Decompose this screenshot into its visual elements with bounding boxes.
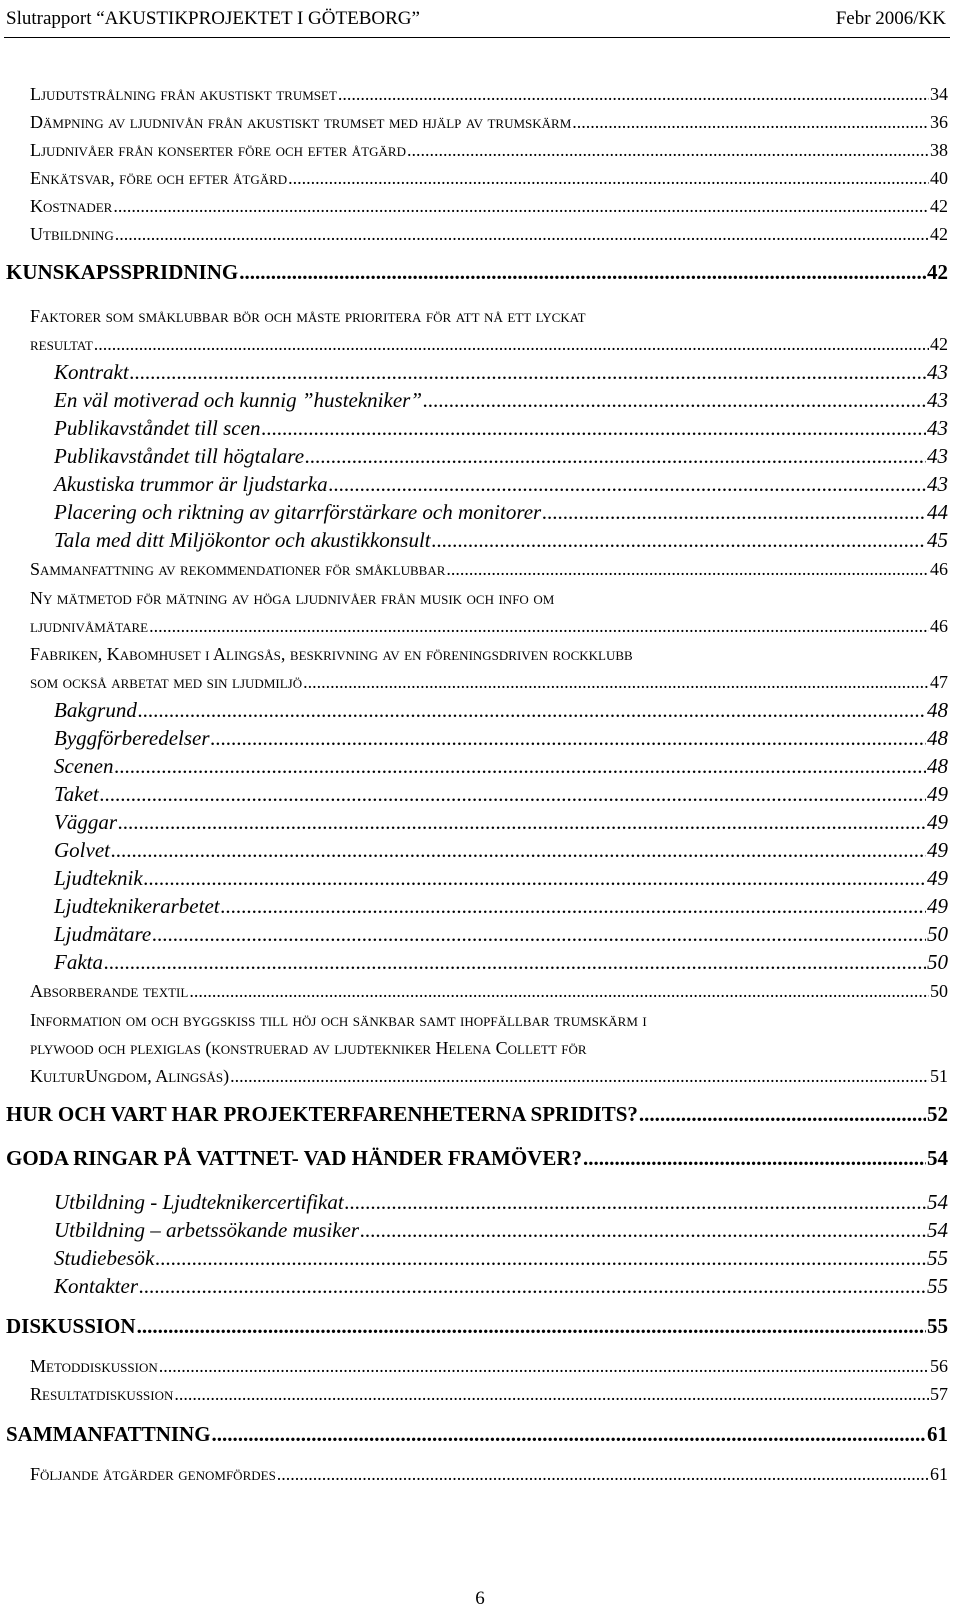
toc-subentry-title: Byggförberedelser <box>54 726 210 750</box>
toc-subentry-page: 50 <box>927 922 948 946</box>
header-rule <box>4 37 950 38</box>
toc-entry[interactable] <box>30 1384 948 1405</box>
toc-subentry-title: Tala med ditt Miljökontor och akustikkonsult <box>54 528 431 552</box>
toc-entry-title: Kostnader <box>30 196 113 216</box>
toc-subentry[interactable] <box>54 754 948 779</box>
toc-subentry-title: Ljudteknikerarbetet <box>54 894 220 918</box>
toc-entry-title: ljudnivåmätare <box>30 616 149 636</box>
toc-chapter-title: GODA RINGAR PÅ VATTNET- VAD HÄNDER FRAMÖVER? <box>6 1146 583 1170</box>
toc-entry[interactable] <box>30 1464 948 1485</box>
toc-entry[interactable] <box>30 1356 948 1377</box>
toc-subentry[interactable] <box>54 528 948 553</box>
toc-leader-dots <box>115 224 929 245</box>
toc-subentry-page: 49 <box>927 866 948 890</box>
toc-subentry-title: Utbildning - Ljudteknikercertifikat <box>54 1190 344 1214</box>
toc-subentry-page: 54 <box>927 1218 948 1242</box>
toc-subentry[interactable] <box>54 894 948 919</box>
toc-leader-dots <box>211 726 926 751</box>
toc-subentry-page: 45 <box>927 528 948 552</box>
toc-chapter-page: 61 <box>927 1422 948 1446</box>
toc-subentry[interactable] <box>54 360 948 385</box>
toc-entry-title: Resultatdiskussion <box>30 1384 174 1404</box>
toc-entry-wrapped-line: Ny mätmetod för mätning av höga ljudnivåer från musik och info om <box>30 588 555 608</box>
toc-subentry[interactable] <box>54 500 948 525</box>
toc-leader-dots <box>239 260 926 285</box>
toc-entry-page: 42 <box>930 196 948 216</box>
toc-entry-title: Följande åtgärder genomfördes <box>30 1464 276 1484</box>
toc-leader-dots <box>114 754 926 779</box>
toc-entry-page: 47 <box>930 672 948 692</box>
toc-subentry-page: 43 <box>927 444 948 468</box>
toc-leader-dots <box>113 196 929 217</box>
toc-subentry[interactable] <box>54 782 948 807</box>
toc-leader-dots <box>139 1274 926 1299</box>
header-date: Febr 2006/KK <box>835 8 946 29</box>
toc-leader-dots <box>149 616 929 637</box>
toc-subentry-title: Kontakter <box>54 1274 138 1298</box>
toc-subentry[interactable] <box>54 472 948 497</box>
toc-entry-title: resultat <box>30 334 93 354</box>
toc-entry-title: som också arbetat med sin ljudmiljö <box>30 672 303 692</box>
toc-subentry-title: Taket <box>54 782 99 806</box>
toc-leader-dots <box>130 360 926 385</box>
toc-entry-title: Enkätsvar, före och efter åtgärd <box>30 168 288 188</box>
toc-leader-dots <box>138 698 926 723</box>
toc-subentry-page: 43 <box>927 360 948 384</box>
toc-entry-wrapped-line: Fabriken, Kabomhuset i Alingsås, beskrivning av en föreningsdriven rockklubb <box>30 644 633 664</box>
toc-subentry[interactable] <box>54 726 948 751</box>
toc-subentry-title: Golvet <box>54 838 110 862</box>
toc-subentry[interactable] <box>54 388 948 413</box>
toc-subentry-title: Scenen <box>54 754 114 778</box>
toc-leader-dots <box>305 444 926 469</box>
toc-entry[interactable] <box>30 616 948 637</box>
toc-leader-dots <box>423 388 926 413</box>
toc-leader-dots <box>159 1356 929 1377</box>
toc-chapter-title: HUR OCH VART HAR PROJEKTERFARENHETERNA SPRIDITS? <box>6 1102 638 1126</box>
toc-subentry[interactable] <box>54 866 948 891</box>
toc-leader-dots <box>174 1384 929 1405</box>
toc-chapter[interactable] <box>6 1102 948 1127</box>
toc-subentry-title: Studiebesök <box>54 1246 155 1270</box>
toc-subentry-title: Ljudteknik <box>54 866 143 890</box>
toc-leader-dots <box>360 1218 926 1243</box>
toc-entry-wrapped-line: Faktorer som småklubbar bör och måste prioritera för att nå ett lyckat <box>30 306 586 326</box>
toc-chapter-title: DISKUSSION <box>6 1314 136 1338</box>
toc-entry-title: Metoddiskussion <box>30 1356 158 1376</box>
toc-subentry[interactable] <box>54 950 948 975</box>
toc-leader-dots <box>111 838 926 863</box>
toc-entry-page: 56 <box>930 1356 948 1376</box>
toc-entry[interactable] <box>30 1066 948 1087</box>
toc-subentry-title: Väggar <box>54 810 117 834</box>
toc-leader-dots <box>303 672 929 693</box>
toc-subentry-page: 49 <box>927 894 948 918</box>
toc-leader-dots <box>144 866 926 891</box>
toc-leader-dots <box>94 334 929 355</box>
toc-entry-title: Sammanfattning av rekommendationer för småklubbar <box>30 559 446 579</box>
toc-subentry[interactable] <box>54 1274 948 1299</box>
toc-entry[interactable] <box>30 112 948 133</box>
toc-leader-dots <box>288 168 929 189</box>
toc-chapter-page: 55 <box>927 1314 948 1338</box>
toc-chapter-page: 52 <box>927 1102 948 1126</box>
header-title: Slutrapport “AKUSTIKPROJEKTET I GÖTEBORG” <box>6 8 420 29</box>
toc-leader-dots <box>104 950 926 975</box>
toc-entry[interactable] <box>30 559 948 580</box>
toc-leader-dots <box>277 1464 929 1485</box>
toc-subentry-title: Bakgrund <box>54 698 137 722</box>
toc-entry[interactable] <box>30 981 948 1002</box>
toc-entry-page: 36 <box>930 112 948 132</box>
toc-entry[interactable] <box>30 334 948 355</box>
toc-subentry-title: Akustiska trummor är ljudstarka <box>54 472 328 496</box>
toc-subentry-page: 49 <box>927 782 948 806</box>
toc-leader-dots <box>189 981 929 1002</box>
toc-subentry-page: 55 <box>927 1274 948 1298</box>
toc-entry-title: Absorberande textil <box>30 981 189 1001</box>
toc-leader-dots <box>118 810 926 835</box>
toc-subentry-page: 49 <box>927 810 948 834</box>
toc-subentry-title: Fakta <box>54 950 103 974</box>
toc-subentry[interactable] <box>54 838 948 863</box>
toc-entry-page: 46 <box>930 559 948 579</box>
toc-entry[interactable] <box>30 84 948 105</box>
toc-subentry-page: 48 <box>927 726 948 750</box>
toc-subentry-title: Utbildning – arbetssökande musiker <box>54 1218 360 1242</box>
toc-subentry[interactable] <box>54 922 948 947</box>
toc-subentry-page: 43 <box>927 388 948 412</box>
toc-subentry-title: En väl motiverad och kunnig ”hustekniker” <box>54 388 423 412</box>
toc-entry[interactable] <box>30 224 948 245</box>
toc-entry-title: Ljudutstrålning från akustiskt trumset <box>30 84 337 104</box>
toc-leader-dots <box>446 559 929 580</box>
toc-subentry[interactable] <box>54 416 948 441</box>
toc-entry[interactable] <box>30 140 948 161</box>
toc-leader-dots <box>639 1102 926 1127</box>
toc-chapter-page: 42 <box>927 260 948 284</box>
toc-entry-page: 46 <box>930 616 948 636</box>
toc-subentry-title: Kontrakt <box>54 360 129 384</box>
toc-subentry-title: Publikavståndet till högtalare <box>54 444 305 468</box>
toc-leader-dots <box>152 922 926 947</box>
toc-subentry[interactable] <box>54 1246 948 1271</box>
toc-chapter-page: 54 <box>927 1146 948 1170</box>
toc-entry-page: 38 <box>930 140 948 160</box>
toc-entry-title: Dämpning av ljudnivån från akustiskt trumset med hjälp av trumskärm <box>30 112 572 132</box>
toc-entry-title: Ljudnivåer från konserter före och efter åtgärd <box>30 140 406 160</box>
page-number: 6 <box>475 1588 485 1609</box>
toc-entry-wrapped-line: plywood och plexiglas (konstruerad av ljudtekniker Helena Collett för <box>30 1038 587 1058</box>
toc-leader-dots <box>137 1314 926 1339</box>
toc-entry-page: 57 <box>930 1384 948 1404</box>
toc-leader-dots <box>221 894 926 919</box>
toc-leader-dots <box>407 140 929 161</box>
toc-chapter[interactable] <box>6 1146 948 1171</box>
toc-chapter[interactable] <box>6 1314 948 1339</box>
toc-subentry-page: 48 <box>927 698 948 722</box>
toc-subentry-page: 48 <box>927 754 948 778</box>
page-header <box>6 4 946 34</box>
toc-leader-dots <box>100 782 926 807</box>
toc-chapter[interactable] <box>6 260 948 285</box>
toc-leader-dots <box>542 500 926 525</box>
toc-chapter-title: KUNSKAPSSPRIDNING <box>6 260 239 284</box>
toc-leader-dots <box>572 112 929 133</box>
toc-entry-page: 50 <box>930 981 948 1001</box>
toc-subentry-title: Ljudmätare <box>54 922 152 946</box>
toc-leader-dots <box>155 1246 926 1271</box>
toc-entry-title: Utbildning <box>30 224 114 244</box>
toc-leader-dots <box>329 472 926 497</box>
toc-entry[interactable] <box>30 672 948 693</box>
toc-entry-title: KulturUngdom, Alingsås) <box>30 1066 230 1086</box>
toc-leader-dots <box>345 1190 926 1215</box>
toc-subentry-page: 49 <box>927 838 948 862</box>
toc-subentry[interactable] <box>54 444 948 469</box>
toc-entry-page: 42 <box>930 224 948 244</box>
toc-subentry[interactable] <box>54 1190 948 1215</box>
toc-entry-page: 61 <box>930 1464 948 1484</box>
toc-subentry-page: 55 <box>927 1246 948 1270</box>
toc-subentry-page: 54 <box>927 1190 948 1214</box>
toc-leader-dots <box>583 1146 926 1171</box>
toc-subentry[interactable] <box>54 698 948 723</box>
toc-subentry-page: 43 <box>927 472 948 496</box>
toc-subentry-page: 44 <box>927 500 948 524</box>
toc-entry[interactable] <box>30 168 948 189</box>
toc-leader-dots <box>212 1422 926 1447</box>
toc-entry-wrapped-line: Information om och byggskiss till höj och sänkbar samt ihopfällbar trumskärm i <box>30 1010 647 1030</box>
toc-subentry-page: 50 <box>927 950 948 974</box>
toc-chapter[interactable] <box>6 1422 948 1447</box>
toc-subentry[interactable] <box>54 1218 948 1243</box>
toc-subentry-title: Placering och riktning av gitarrförstärkare och monitorer <box>54 500 542 524</box>
toc-leader-dots <box>432 528 926 553</box>
toc-subentry-title: Publikavståndet till scen <box>54 416 261 440</box>
toc-chapter-title: SAMMANFATTNING <box>6 1422 211 1446</box>
toc-entry-page: 42 <box>930 334 948 354</box>
toc-leader-dots <box>261 416 926 441</box>
toc-subentry-page: 43 <box>927 416 948 440</box>
toc-entry-page: 40 <box>930 168 948 188</box>
toc-subentry[interactable] <box>54 810 948 835</box>
toc-entry-page: 34 <box>930 84 948 104</box>
toc-leader-dots <box>338 84 929 105</box>
toc-entry-page: 51 <box>930 1066 948 1086</box>
toc-leader-dots <box>230 1066 929 1087</box>
toc-entry[interactable] <box>30 196 948 217</box>
